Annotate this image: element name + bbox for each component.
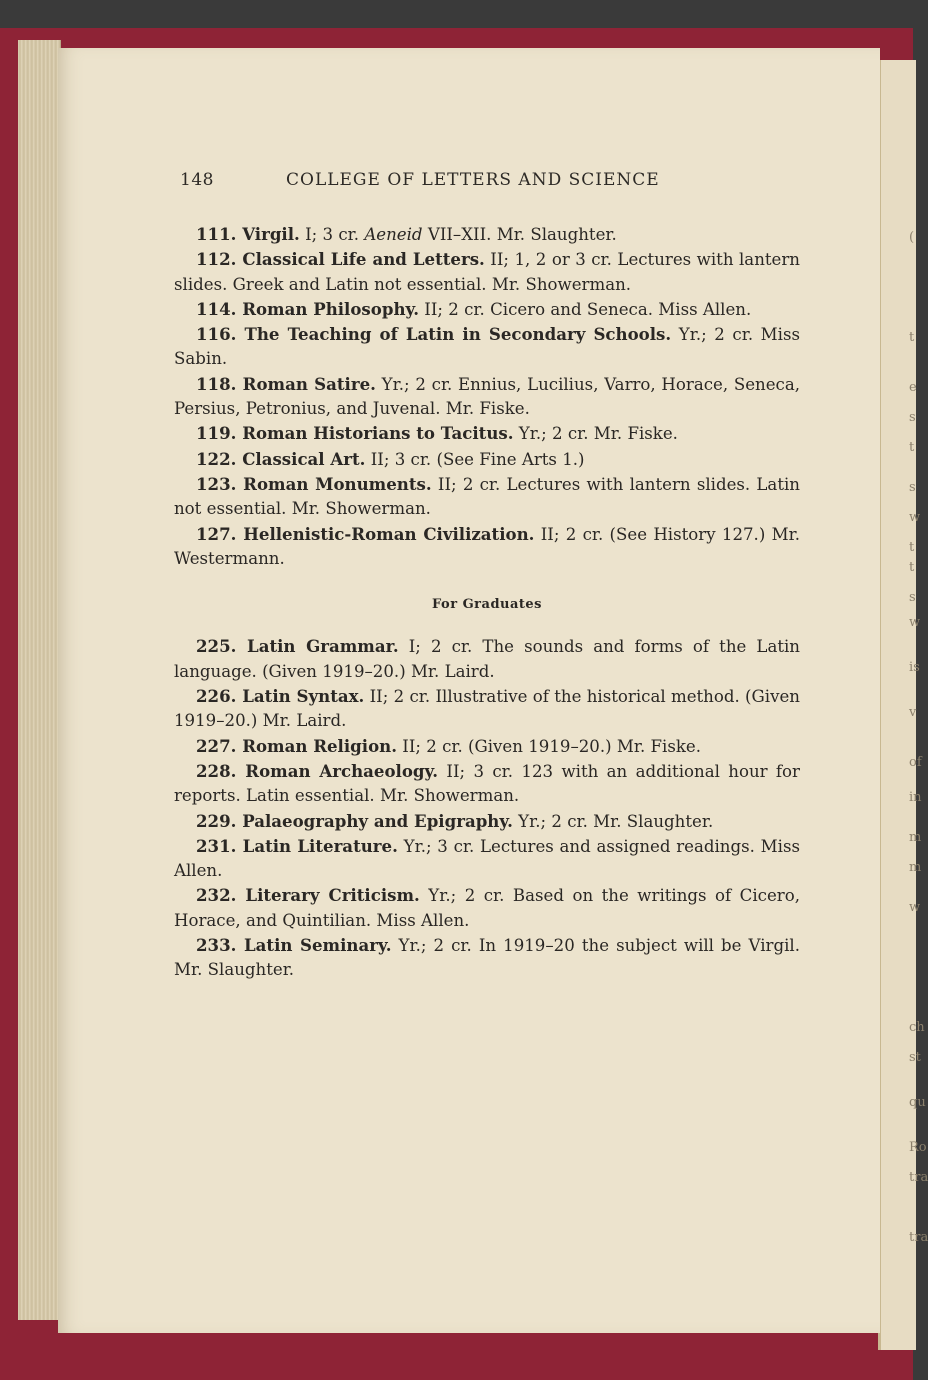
course-number: 229. [196,810,243,831]
facing-page-fragment: m [909,860,922,875]
facing-page-fragment: s [909,410,916,425]
course-number: 231. [196,835,243,856]
course-entry [174,809,800,834]
course-details: Yr.; 2 cr. Mr. Slaughter. [512,811,714,831]
course-title: The Teaching of Latin in Secondary Schools. [244,324,672,345]
course-title: Latin Seminary. [243,935,392,956]
facing-page-fragment: e [909,380,917,395]
course-title: Hellenistic-Roman Civilization. [243,523,535,544]
course-title: Roman Archaeology. [245,760,439,781]
facing-page-fragment: st [909,1050,921,1065]
facing-page-fragment: v [909,705,917,720]
course-details: II; 2 cr. Cicero and Seneca. Miss Allen. [419,299,752,319]
course-number: 122. [196,448,243,469]
course-entry [174,472,800,522]
course-number: 114. [196,298,243,319]
course-entry [174,222,800,247]
facing-page-fragment: ch [909,1020,925,1035]
course-number: 111. [196,224,243,244]
course-number: 226. [196,686,243,707]
course-number: 227. [196,735,243,756]
course-number: 123. [196,473,244,494]
course-title: Roman Satire. [242,373,376,394]
course-title: Latin Literature. [242,835,398,856]
facing-page-fragment: s [909,480,916,495]
course-title: Roman Historians to Tacitus. [242,423,514,444]
running-head: COLLEGE OF LETTERS AND SCIENCE [286,170,660,190]
course-entry [174,421,800,446]
course-number: 119. [196,423,243,444]
course-title: Palaeography and Epigraphy. [242,810,513,831]
facing-page-fragment: w [909,510,921,525]
page-edges [18,40,61,1320]
course-entry [174,834,800,884]
facing-page-fragment: s [909,590,916,605]
facing-page-fragment: is [909,660,920,675]
course-details: II; 2 cr. Illustrative of the historical method. (Given 1919–20.) Mr. Laird. [174,687,800,731]
course-details: II; 3 cr. 123 with an additional hour for reports. Latin essential. Mr. Showerman. [174,761,800,806]
course-title: Latin Syntax. [242,686,365,707]
course-details: II; 1, 2 or 3 cr. Lectures with lantern slides. Greek and Latin not essential. Mr. Showerman. [174,250,800,294]
facing-page-fragment: t [909,440,915,455]
course-details: Yr.; 3 cr. Lectures and assigned readings. Miss Allen. [174,836,800,881]
course-details-end: VII–XII. Mr. Slaughter. [422,225,617,244]
course-entry [174,883,800,933]
course-entry [174,322,800,372]
course-title: Literary Criticism. [245,885,420,906]
facing-page [878,60,928,1350]
course-details: II; 3 cr. (See Fine Arts 1.) [365,449,585,469]
facing-page-fragment: t [909,330,915,345]
course-details: II; 2 cr. (Given 1919–20.) Mr. Fiske. [396,736,702,756]
section-heading-graduates: For Graduates [432,597,542,613]
course-number: 225. [196,636,248,657]
course-title: Classical Life and Letters. [242,249,485,270]
course-details: II; 2 cr. (See History 127.) Mr. Westermann. [174,524,800,568]
facing-page-fragment: tra [909,1170,928,1185]
facing-page-fragment: Ro [909,1140,927,1155]
page-number: 148 [180,170,214,190]
facing-page-fragment: t [909,560,915,575]
course-details: II; 2 cr. Lectures with lantern slides. Latin not essential. Mr. Showerman. [174,474,800,519]
course-entry [174,684,800,734]
course-details: Yr.; 2 cr. Mr. Fiske. [513,424,678,444]
course-entry [174,759,800,809]
course-entry [174,297,800,322]
course-entry [174,447,800,472]
course-entry [174,634,800,684]
course-number: 233. [196,935,244,956]
course-details: I; 2 cr. The sounds and forms of the Latin language. (Given 1919–20.) Mr. Laird. [174,637,800,681]
course-entry [174,933,800,983]
course-title: Classical Art. [242,448,366,469]
course-title: Virgil. [242,224,300,244]
course-details: Yr.; 2 cr. In 1919–20 the subject will be Virgil. Mr. Slaughter. [174,936,800,980]
facing-page-fragment: tra [909,1230,928,1245]
course-details: I; 3 cr. [299,225,365,244]
course-title: Latin Grammar. [247,636,399,657]
course-details-italic: Aeneid [364,225,423,244]
course-details: Yr.; 2 cr. Miss Sabin. [174,325,801,369]
course-title: Roman Religion. [242,735,397,756]
course-number: 228. [196,760,246,781]
course-entry [174,372,800,422]
course-number: 232. [196,885,246,906]
facing-page-fragment: ( [909,230,915,245]
facing-page-fragment: m [909,830,922,845]
page-header [180,170,710,194]
course-number: 118. [196,373,243,394]
course-number: 116. [196,324,245,345]
course-listing [174,222,800,983]
course-details: Yr.; 2 cr. Ennius, Lucilius, Varro, Horace, Seneca, Persius, Petronius, and Juvenal. Mr. Fiske. [174,374,801,419]
course-title: Roman Philosophy. [242,298,420,319]
course-number: 127. [196,523,244,544]
course-entry [174,247,800,297]
facing-page-fragment: w [909,615,921,630]
facing-page-fragment: of [909,755,922,770]
course-entry [174,522,800,572]
course-details: Yr.; 2 cr. Based on the writings of Cicero, Horace, and Quintilian. Miss Allen. [174,886,800,930]
facing-page-fragment: w [909,900,921,915]
facing-page-fragment: in [909,790,922,805]
course-entry [174,734,800,759]
course-number: 112. [196,249,243,270]
facing-page-fragment: t [909,540,915,555]
undergraduate-courses [174,222,800,571]
graduate-courses [174,634,800,982]
facing-page-fragment: qu [909,1095,926,1110]
course-title: Roman Monuments. [243,473,432,494]
